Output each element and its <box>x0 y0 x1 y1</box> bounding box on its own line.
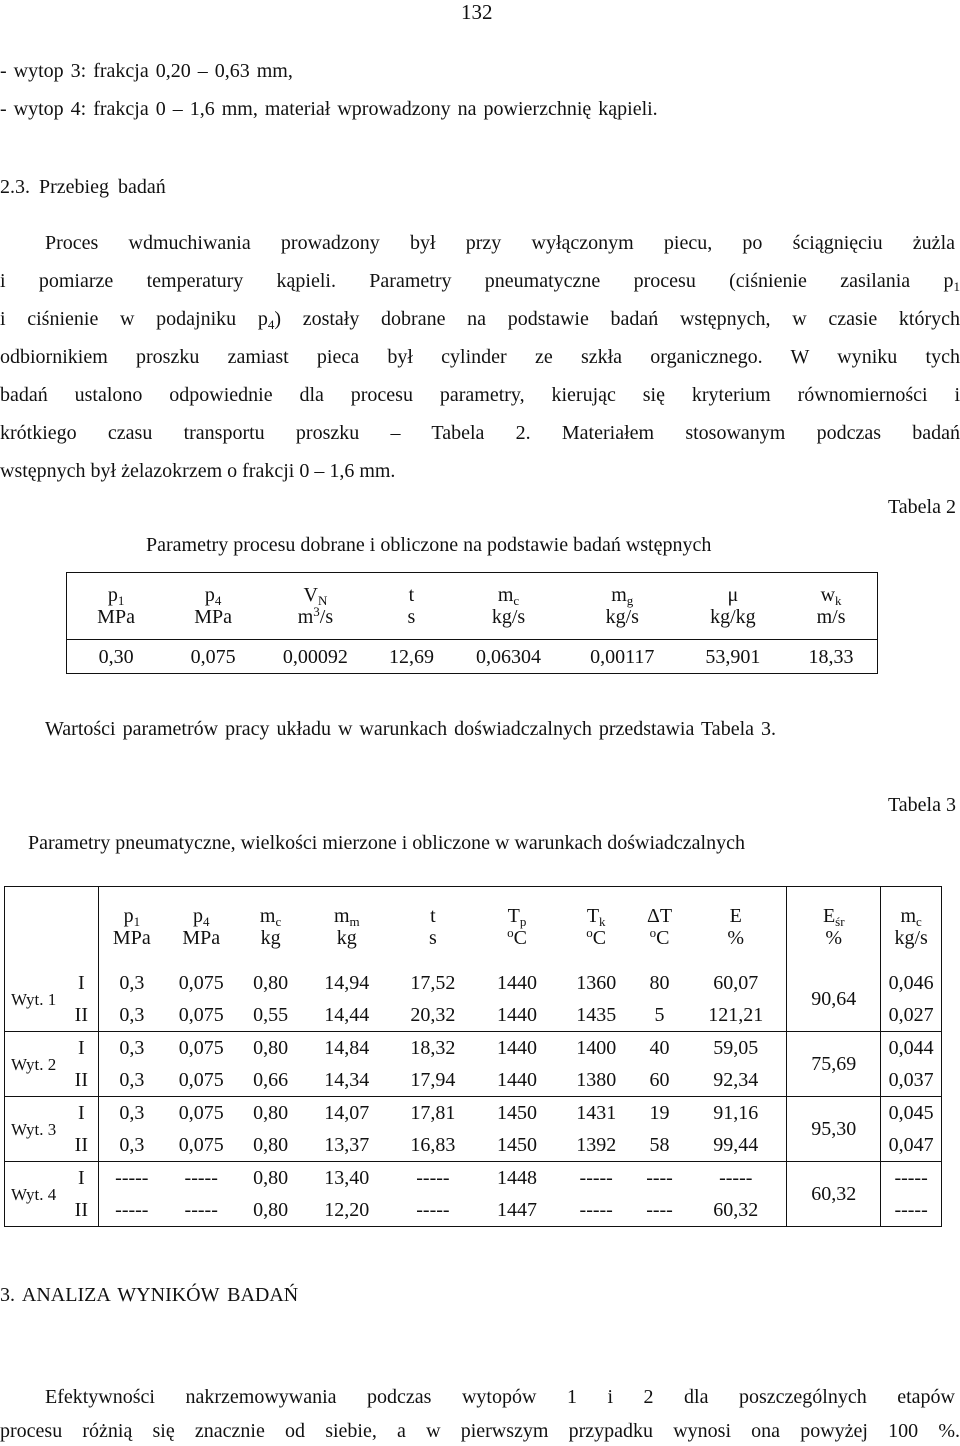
table-cell: 0,80 <box>238 1032 303 1065</box>
table-row <box>5 1097 942 1130</box>
average-efficiency-cell: 95,30 <box>787 1097 881 1162</box>
table-cell: ----- <box>894 1199 928 1221</box>
table-cell: 0,037 <box>888 1069 934 1091</box>
table-cell: 0,075 <box>165 1097 238 1130</box>
table-caption: Parametry procesu dobrane i obliczone na podstawie badań wstępnych <box>146 534 712 556</box>
header-cell: t s <box>407 584 416 628</box>
table-cell: 17,94 <box>410 1069 456 1091</box>
table-cell: 0,3 <box>99 1097 165 1130</box>
table-cell: ----- <box>390 1162 475 1195</box>
table-cell: 53,901 <box>681 640 785 674</box>
table-cell: 0,045 <box>881 1097 942 1130</box>
table-cell: 1435 <box>576 1004 617 1026</box>
table-cell: 0,00092 <box>261 640 370 674</box>
table-cell: 0,075 <box>165 640 261 674</box>
table-row <box>5 1162 942 1195</box>
table-caption: Parametry pneumatyczne, wielkości mierzone i obliczone w warunkach doświadczalnych <box>28 832 745 854</box>
table-header-row <box>67 573 878 640</box>
table-cell: ----- <box>579 1199 613 1221</box>
table-cell: 40 <box>634 1032 685 1065</box>
average-efficiency-cell: 90,64 <box>787 967 881 1032</box>
table-cell: 0,3 <box>99 1032 165 1065</box>
table-cell: ---- <box>646 1199 673 1221</box>
table-cell: 1450 <box>497 1134 538 1156</box>
table-cell: 1400 <box>559 1032 634 1065</box>
stage-cell: I <box>65 1032 99 1065</box>
table-cell: 0,075 <box>178 1134 224 1156</box>
table-cell: 0,55 <box>253 1004 289 1026</box>
list-item: - wytop 4: frakcja 0 – 1,6 mm, materiał wprowadzony na powierzchnię kąpieli. <box>0 98 658 120</box>
table-cell: ----- <box>99 1162 165 1195</box>
melt-label: Wyt. 2 <box>5 1032 65 1097</box>
header-cell: $w_k$ m/s <box>816 584 846 628</box>
paragraph-line: i ciśnienie w podajniku $p_4$) zostały dobrane na podstawie badań wstępnych, w czasie których <box>0 308 960 332</box>
table-cell: 19 <box>634 1097 685 1130</box>
table-cell: 60,07 <box>713 972 759 994</box>
section-heading: 2.3. Przebieg badań <box>0 176 166 198</box>
header-cell <box>65 887 99 968</box>
table-row <box>5 967 942 999</box>
table-cell: 91,16 <box>685 1097 787 1130</box>
table-cell: 58 <box>649 1134 670 1156</box>
header-cell: $T_p$ $^o$C <box>507 905 527 949</box>
table-cell: 60,32 <box>713 1199 759 1221</box>
average-efficiency-cell: 60,32 <box>787 1162 881 1227</box>
header-cell: $m_c$ kg/s <box>894 905 928 949</box>
page-number: 132 <box>461 0 493 24</box>
table-cell: 16,83 <box>410 1134 456 1156</box>
stage-cell: II <box>65 1064 99 1097</box>
table-cell: 1440 <box>497 1069 538 1091</box>
table-cell: 1448 <box>475 1162 558 1195</box>
table-cell: 20,32 <box>410 1004 456 1026</box>
header-cell: $m_c$ kg/s <box>491 584 526 628</box>
parameters-table <box>66 572 878 674</box>
table-cell: 14,07 <box>303 1097 390 1130</box>
table-cell: 0,66 <box>253 1069 289 1091</box>
table-cell: 1431 <box>559 1097 634 1130</box>
table-cell: 92,34 <box>713 1069 759 1091</box>
header-cell: $T_k$ $^o$C <box>586 905 607 949</box>
table-cell: 18,32 <box>390 1032 475 1065</box>
table-cell: 1450 <box>475 1097 558 1130</box>
paragraph-line: odbiornikiem proszku zamiast pieca był cylinder ze szkła organicznego. W wyniku tych <box>0 346 960 368</box>
table-cell: 0,80 <box>253 1199 289 1221</box>
table-cell: 14,44 <box>324 1004 370 1026</box>
table-cell: 14,34 <box>324 1069 370 1091</box>
paragraph-line: Wartości parametrów pracy układu w warunkach doświadczalnych przedstawia Tabela 3. <box>45 718 776 740</box>
table-cell: 12,20 <box>324 1199 370 1221</box>
table-cell: 17,81 <box>390 1097 475 1130</box>
table-row <box>5 1032 942 1065</box>
table-cell: 99,44 <box>713 1134 759 1156</box>
table-cell: 0,047 <box>888 1134 934 1156</box>
header-cell: $m_g$ kg/s <box>605 584 639 628</box>
paragraph-line: badań ustalono odpowiednie dla procesu parametry, kierując się kryterium równomierności i <box>0 384 960 406</box>
stage-cell: II <box>65 1194 99 1227</box>
header-cell: $m_c$ kg <box>259 905 282 949</box>
table-cell: 0,80 <box>238 1097 303 1130</box>
table-cell: 1360 <box>576 972 617 994</box>
stage-cell: I <box>65 1162 99 1195</box>
table-row <box>67 640 878 674</box>
header-cell: $p_4$ MPa <box>194 584 233 628</box>
table-cell: 1440 <box>475 1032 558 1065</box>
table-cell: ----- <box>115 1199 149 1221</box>
melt-label: Wyt. 3 <box>5 1097 65 1162</box>
table-cell: 80 <box>649 972 670 994</box>
header-cell: $p_1$ MPa <box>112 905 151 949</box>
header-cell: ΔT $^o$C <box>646 905 673 949</box>
melt-label: Wyt. 4 <box>5 1162 65 1227</box>
table-cell: 1447 <box>497 1199 538 1221</box>
table-cell: 0,027 <box>888 1004 934 1026</box>
paragraph-line: Efektywności nakrzemowywania podczas wytopów 1 i 2 dla poszczególnych etapów <box>45 1386 955 1408</box>
table-cell: 0,80 <box>253 1134 289 1156</box>
table-cell: 0,00117 <box>564 640 681 674</box>
header-cell: $V_N$ $m^3/s$ <box>297 584 334 628</box>
table-cell: 0,044 <box>881 1032 942 1065</box>
table-cell: 0,80 <box>253 972 289 994</box>
table-cell: ----- <box>559 1162 634 1195</box>
table-cell: 0,075 <box>178 1069 224 1091</box>
table-cell: 0,046 <box>888 972 934 994</box>
header-cell: $p_4$ MPa <box>182 905 221 949</box>
table-cell: ----- <box>184 1199 218 1221</box>
table-cell: ----- <box>881 1162 942 1195</box>
table-cell: 0,3 <box>119 1069 145 1091</box>
table-cell: 5 <box>654 1004 665 1026</box>
header-cell: μ kg/kg <box>710 584 756 628</box>
paragraph-line: i pomiarze temperatury kąpieli. Parametry pneumatyczne procesu (ciśnienie zasilania $p_1$ <box>0 270 960 294</box>
table-cell: 14,94 <box>324 972 370 994</box>
header-cell <box>5 887 65 968</box>
table-cell: ----- <box>416 1199 450 1221</box>
section-heading: 3. ANALIZA WYNIKÓW BADAŃ <box>0 1284 299 1306</box>
table-cell: 0,075 <box>178 972 224 994</box>
melt-label: Wyt. 1 <box>11 989 57 1009</box>
list-item: - wytop 3: frakcja 0,20 – 0,63 mm, <box>0 60 293 82</box>
stage-cell: I <box>65 1097 99 1130</box>
table-cell: ----- <box>165 1162 238 1195</box>
header-cell: t s <box>429 905 437 949</box>
stage-cell: I <box>65 967 99 999</box>
table-cell: 0,06304 <box>453 640 564 674</box>
table-cell: 14,84 <box>303 1032 390 1065</box>
paragraph-line: Proces wdmuchiwania prowadzony był przy wyłączonym piecu, po ściągnięciu żużla <box>45 232 955 254</box>
paragraph-line: krótkiego czasu transportu proszku – Tabela 2. Materiałem stosowanym podczas badań <box>0 422 960 444</box>
table-cell: 1380 <box>576 1069 617 1091</box>
table-label: Tabela 2 <box>887 496 956 518</box>
table-cell: 18,33 <box>785 640 877 674</box>
table-cell: 121,21 <box>708 1004 764 1026</box>
table-cell: 13,37 <box>324 1134 370 1156</box>
table-label: Tabela 3 <box>887 794 956 816</box>
table-cell: 1440 <box>497 972 538 994</box>
header-cell: $m_m$ kg <box>333 905 360 949</box>
table-cell: ---- <box>634 1162 685 1195</box>
table-header-row <box>5 887 942 968</box>
table-cell: 0,80 <box>238 1162 303 1195</box>
table-cell: 0,30 <box>67 640 166 674</box>
table-cell: 0,3 <box>119 1004 145 1026</box>
table-cell: 17,52 <box>410 972 456 994</box>
table-cell: 0,075 <box>178 1004 224 1026</box>
header-cell: $p_1$ MPa <box>97 584 135 628</box>
table-cell: 13,40 <box>303 1162 390 1195</box>
paragraph-line: wstępnych był żelazokrzem o frakcji 0 – 1,6 mm. <box>0 460 396 482</box>
table-cell: ----- <box>685 1162 787 1195</box>
paragraph-line: procesu różnią się znacznie od siebie, a w pierwszym przypadku wynosi ona powyżej 100 %. <box>0 1420 960 1442</box>
table-cell: 0,3 <box>119 1134 145 1156</box>
table-cell: 59,05 <box>685 1032 787 1065</box>
header-cell: E % <box>727 905 745 949</box>
table-cell: 1440 <box>497 1004 538 1026</box>
table-cell: 0,3 <box>119 972 145 994</box>
average-efficiency-cell: 75,69 <box>787 1032 881 1097</box>
experimental-table <box>4 886 942 1227</box>
stage-cell: II <box>65 1129 99 1162</box>
table-cell: 1392 <box>576 1134 617 1156</box>
stage-cell: II <box>65 999 99 1032</box>
table-cell: 12,69 <box>370 640 454 674</box>
table-cell: 60 <box>649 1069 670 1091</box>
table-cell: 0,075 <box>165 1032 238 1065</box>
header-cell: $E_{śr}$ % <box>787 887 881 968</box>
